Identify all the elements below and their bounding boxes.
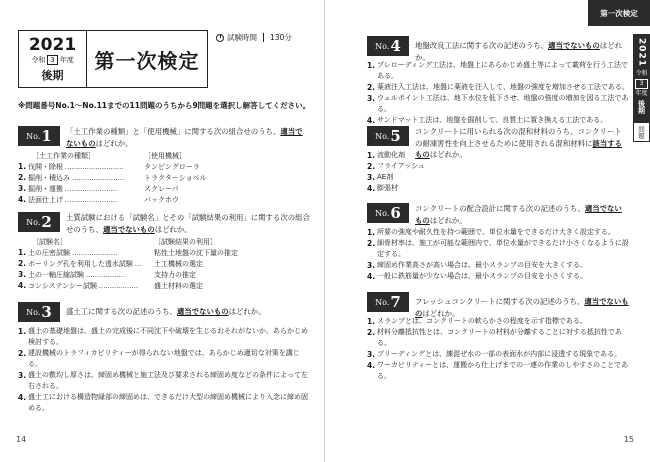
side-term: 後期 bbox=[637, 100, 646, 115]
question-text-b: はどれか。 bbox=[415, 41, 622, 62]
option-text: 盛土の敷均し厚さは、締固め機械と施工法及び要求される締固め度などの条件によって左右される。 bbox=[28, 371, 308, 390]
row-leader: …………………… bbox=[70, 174, 124, 182]
exam-year-block bbox=[19, 31, 87, 87]
option-text: 所要の強度や耐久性を持つ範囲で、単位水量をできるだけ大きく設定する。 bbox=[377, 228, 615, 236]
list-item bbox=[367, 161, 567, 172]
badge-num: 5 bbox=[390, 127, 401, 145]
table-row bbox=[18, 162, 200, 172]
option-number: 1. bbox=[18, 327, 27, 336]
list-item bbox=[367, 183, 567, 194]
question-text-a: 「土工作業の種類」と「使用機械」に関する次の組合せのうち、 bbox=[66, 127, 281, 136]
timer-divider bbox=[263, 33, 264, 42]
table-row bbox=[18, 270, 196, 280]
row-leader: ……………………… bbox=[63, 163, 124, 171]
question-text-b: はどれか。 bbox=[429, 215, 467, 225]
row-right: タンピングローラ bbox=[144, 163, 200, 171]
option-text: サンドマット工法は、地盤を掘削して、良質土に置き換える工法である。 bbox=[377, 116, 608, 124]
question-text-b: はどれか。 bbox=[429, 150, 467, 159]
question-emphasis: 適当でないもの bbox=[66, 127, 303, 148]
exam-era bbox=[31, 55, 73, 65]
list-item bbox=[367, 271, 629, 282]
row-leader: … bbox=[132, 260, 142, 268]
option-number: 2. bbox=[367, 328, 376, 337]
question-4 bbox=[367, 36, 629, 125]
option-text: 流動化剤 bbox=[377, 151, 405, 159]
option-number: 4. bbox=[367, 184, 376, 193]
question-emphasis: 適当でないもの bbox=[176, 307, 229, 316]
option-text: ワーカビリティーとは、運搬から仕上げまでの一連の作業のしやすさのことである。 bbox=[377, 361, 629, 380]
list-item bbox=[367, 327, 633, 349]
badge-num: 1 bbox=[41, 127, 52, 145]
row-right: バックホウ bbox=[144, 196, 179, 204]
era-name: 令和 bbox=[31, 55, 46, 64]
era-number: 3 bbox=[47, 55, 57, 65]
option-text: 締固め作業高さが高い場合は、最小スランプの目安を大きくする。 bbox=[377, 261, 587, 269]
option-list bbox=[367, 316, 633, 382]
option-number: 4. bbox=[367, 272, 376, 281]
list-item bbox=[18, 348, 310, 370]
list-item bbox=[367, 360, 633, 382]
clock-icon bbox=[216, 34, 224, 42]
row-number: 4. bbox=[18, 195, 27, 204]
list-item bbox=[367, 316, 633, 327]
option-number: 3. bbox=[18, 371, 27, 380]
row-right: 粘性土地盤の沈下量の推定 bbox=[154, 249, 238, 257]
instruction-note: ※問題番号No.1～No.11までの11問題のうちから9問題を選択し解答してください。 bbox=[18, 101, 311, 110]
option-text: 盛土工における構造物縁部の締固めは、できるだけ大型の締固め機械により入念に締め固める。 bbox=[28, 393, 308, 412]
option-text: プレローディング工法は、地盤上にあらかじめ盛土等によって載荷を行う工法である。 bbox=[377, 61, 629, 80]
list-item bbox=[18, 326, 310, 348]
list-item bbox=[367, 260, 629, 271]
badge-num: 4 bbox=[390, 37, 401, 55]
side-year: 2021 bbox=[636, 38, 647, 68]
option-text: 薬液注入工法は、地盤に薬液を注入して、地盤の強度を増加させる工法である。 bbox=[377, 83, 629, 91]
exam-year: 2021 bbox=[28, 34, 77, 55]
question-emphasis: 適当でないもの bbox=[102, 224, 155, 234]
option-number: 1. bbox=[367, 151, 376, 160]
question-number-badge bbox=[367, 126, 409, 146]
option-number: 1. bbox=[367, 61, 376, 70]
table-head-right: ［使用機械］ bbox=[144, 152, 186, 160]
option-number: 2. bbox=[367, 239, 376, 248]
list-item bbox=[367, 150, 567, 161]
option-text: 一般に鉄筋量が少ない場合は、最小スランプの目安を小さくする。 bbox=[377, 272, 587, 280]
row-number: 1. bbox=[18, 162, 27, 171]
option-text: 盛土の基礎地盤は、盛土の完成後に不同沈下や破壊を生じるおそれがないか、あらかじめ検討する。 bbox=[28, 327, 308, 346]
option-list bbox=[367, 150, 567, 194]
row-right: 盛土材料の選定 bbox=[154, 282, 203, 290]
option-number: 3. bbox=[367, 173, 376, 182]
timer-value: 130分 bbox=[270, 33, 292, 42]
option-number: 4. bbox=[18, 393, 27, 402]
question-text-a: 盛土工に関する次の記述のうち、 bbox=[66, 307, 177, 316]
badge-num: 6 bbox=[390, 204, 401, 222]
page-number: 15 bbox=[623, 435, 634, 444]
option-number: 3. bbox=[367, 94, 376, 103]
option-number: 2. bbox=[18, 349, 27, 358]
option-list bbox=[367, 227, 629, 282]
list-item bbox=[367, 115, 629, 126]
row-leader: …………………… bbox=[63, 185, 117, 193]
badge-no: No. bbox=[26, 217, 41, 227]
row-left: ボーリング孔を利用した透水試験 bbox=[28, 260, 133, 268]
badge-num: 7 bbox=[390, 293, 401, 311]
question-text bbox=[415, 203, 625, 226]
row-left: 土の圧密試験 bbox=[28, 249, 70, 257]
row-left: 掘削・積込み bbox=[28, 174, 70, 182]
option-text: スランプとは、コンクリートの軟らかさの程度を示す指標である。 bbox=[377, 317, 587, 325]
badge-no: No. bbox=[26, 307, 41, 317]
table-row bbox=[18, 248, 238, 258]
question-text-b: はどれか。 bbox=[95, 138, 133, 148]
option-text: 材料分離抵抗性とは、コンクリートの材料が分離することに対する抵抗性である。 bbox=[377, 328, 622, 347]
badge-no: No. bbox=[375, 41, 390, 51]
row-right: スクレーパ bbox=[144, 185, 179, 193]
list-item bbox=[367, 227, 629, 238]
list-item bbox=[367, 349, 633, 360]
list-item bbox=[18, 370, 310, 392]
exam-header-box bbox=[18, 30, 208, 88]
question-2 bbox=[18, 212, 313, 292]
list-item bbox=[367, 82, 629, 93]
option-number: 1. bbox=[367, 317, 376, 326]
option-number: 4. bbox=[367, 361, 376, 370]
badge-num: 3 bbox=[41, 303, 52, 321]
option-list bbox=[367, 60, 629, 126]
option-number: 2. bbox=[367, 162, 376, 171]
row-leader: ……………… bbox=[96, 282, 138, 290]
option-text: AE剤 bbox=[377, 173, 394, 181]
table-row bbox=[18, 259, 203, 269]
question-6 bbox=[367, 203, 637, 283]
question-number-badge bbox=[367, 292, 409, 312]
question-emphasis: 適当でないもの bbox=[415, 297, 629, 318]
question-text-a: コンクリートの配合設計に関する次の記述のうち、 bbox=[415, 204, 585, 213]
page-number: 14 bbox=[16, 435, 27, 444]
question-text bbox=[66, 306, 310, 318]
row-left: 伐開・除根 bbox=[28, 163, 63, 171]
option-number: 3. bbox=[367, 350, 376, 359]
row-leader: ………………… bbox=[70, 249, 118, 257]
question-text bbox=[66, 126, 306, 149]
question-text-a: フレッシュコンクリートに関する次の記述のうち、 bbox=[415, 297, 585, 306]
side-era bbox=[635, 70, 647, 98]
era-suffix: 年度 bbox=[59, 55, 74, 64]
badge-no: No. bbox=[26, 131, 41, 141]
row-leader: ……………… bbox=[84, 271, 125, 279]
option-text: ブリーディングとは、練混ぜ水の一部の表面水が内部に浸透する現象である。 bbox=[377, 350, 622, 358]
right-page bbox=[325, 0, 650, 462]
question-text-a: コンクリートに用いられる次の混和材料のうち、コンクリートの耐凍害性を向上させるために使用される混和材料に bbox=[415, 127, 622, 148]
row-left: コンシステンシー試験 bbox=[28, 282, 97, 290]
row-right: 土工機械の選定 bbox=[154, 260, 203, 268]
table-head-right: ［試験結果の利用］ bbox=[154, 238, 217, 246]
badge-num: 2 bbox=[41, 213, 52, 231]
option-text: フライアッシュ bbox=[377, 162, 425, 170]
row-number: 2. bbox=[18, 173, 27, 182]
question-1 bbox=[18, 126, 313, 206]
option-number: 3. bbox=[367, 261, 376, 270]
side-era-suffix: 年度 bbox=[635, 90, 648, 98]
question-emphasis: 該当するもの bbox=[415, 138, 622, 159]
question-text-a: 地盤改良工法に関する次の記述のうち、 bbox=[415, 41, 549, 50]
row-right: トラクターショベル bbox=[144, 174, 207, 182]
question-number-badge bbox=[367, 203, 409, 223]
timer-label: 試験時間 bbox=[227, 33, 257, 42]
side-era-number: 3 bbox=[635, 79, 647, 89]
table-head-left: ［土工作業の種類］ bbox=[32, 152, 95, 160]
question-number-badge bbox=[18, 126, 60, 146]
option-list bbox=[18, 326, 310, 414]
exam-term: 後期 bbox=[41, 68, 64, 82]
list-item bbox=[18, 392, 310, 414]
option-number: 2. bbox=[367, 83, 376, 92]
question-number-badge bbox=[18, 302, 60, 322]
option-text: 建設機械のトラフィカビリティーが得られない地盤では、あらかじめ適切な対策を講じる。 bbox=[28, 349, 300, 368]
row-number: 1. bbox=[18, 248, 27, 257]
table-row bbox=[18, 281, 203, 291]
question-text-b: はどれか。 bbox=[228, 307, 266, 316]
table-row bbox=[18, 184, 179, 194]
badge-no: No. bbox=[375, 297, 390, 307]
exam-timer bbox=[216, 32, 292, 43]
question-text bbox=[66, 212, 310, 235]
table-row bbox=[18, 173, 207, 183]
row-right: 支持力の推定 bbox=[154, 271, 196, 279]
list-item bbox=[367, 238, 629, 260]
side-problem-tab: 問題 bbox=[633, 122, 650, 142]
row-leader: …………………… bbox=[63, 196, 117, 204]
question-7 bbox=[367, 292, 637, 380]
option-text: 細骨材率は、施工が可能な範囲内で、単位水量ができるだけ小さくなるように設定する。 bbox=[377, 239, 629, 258]
exam-title: 第一次検定 bbox=[94, 48, 200, 73]
question-3 bbox=[18, 302, 313, 432]
question-number-badge bbox=[18, 212, 60, 232]
row-number: 3. bbox=[18, 270, 27, 279]
list-item bbox=[367, 172, 567, 183]
row-number: 2. bbox=[18, 259, 27, 268]
question-text-b: はどれか。 bbox=[154, 224, 192, 234]
option-number: 4. bbox=[367, 116, 376, 125]
table-head-left: ［試験名］ bbox=[32, 238, 67, 246]
row-left: 法面仕上げ bbox=[28, 196, 63, 204]
question-emphasis: 適当でないもの bbox=[415, 204, 622, 225]
row-number: 3. bbox=[18, 184, 27, 193]
list-item bbox=[367, 93, 629, 115]
row-left: 土の一軸圧縮試験 bbox=[28, 271, 84, 279]
option-text: 膨張材 bbox=[377, 184, 398, 192]
side-era-name: 令和 bbox=[635, 70, 648, 78]
question-text-b: はどれか。 bbox=[422, 308, 460, 318]
question-number-badge bbox=[367, 36, 409, 56]
option-number: 1. bbox=[367, 228, 376, 237]
table-row bbox=[18, 195, 179, 205]
list-item bbox=[367, 60, 629, 82]
option-text: ウェルポイント工法は、地下水位を低下させ、地盤の強度の増加を図る工法である。 bbox=[377, 94, 629, 113]
question-text-a: 土質試験における「試験名」とその「試験結果の利用」に関する次の組合せのうち、 bbox=[66, 213, 310, 234]
badge-no: No. bbox=[375, 131, 390, 141]
question-emphasis: 適当でないもの bbox=[548, 41, 600, 50]
question-5 bbox=[367, 126, 627, 196]
badge-no: No. bbox=[375, 208, 390, 218]
row-number: 4. bbox=[18, 281, 27, 290]
row-left: 掘削・運搬 bbox=[28, 185, 63, 193]
section-tab: 第一次検定 bbox=[588, 0, 650, 26]
